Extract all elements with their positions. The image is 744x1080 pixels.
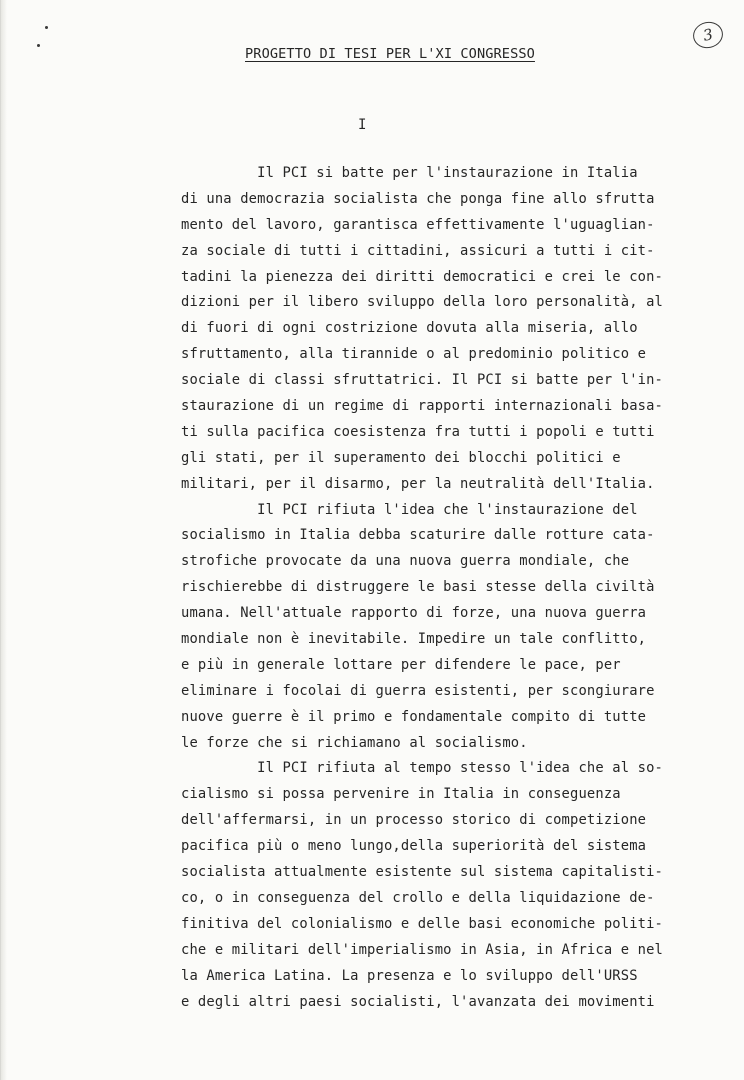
text-line: militari, per il disarmo, per la neutralità dell'Italia. — [181, 475, 655, 492]
text-line: za sociale di tutti i cittadini, assicuri a tutti i cit- — [181, 242, 655, 259]
text-line: nuove guerre è il primo e fondamentale compito di tutte — [181, 708, 647, 725]
text-line: che e militari dell'imperialismo in Asia, in Africa e nel — [181, 941, 664, 958]
text-line: e più in generale lottare per difendere le pace, per — [181, 656, 621, 673]
section-number: I — [358, 117, 367, 133]
text-line: finitiva del colonialismo e delle basi economiche politi- — [181, 915, 664, 932]
text-line: Il PCI rifiuta al tempo stesso l'idea che al so- — [181, 760, 664, 777]
text-line: Il PCI si batte per l'instaurazione in Italia — [181, 165, 638, 181]
text-line: staurazione di un regime di rapporti internazionali basa- — [181, 398, 664, 415]
document-title: PROGETTO DI TESI PER L'XI CONGRESSO — [245, 46, 535, 62]
text-line: ti sulla pacifica coesistenza fra tutti i popoli e tutti — [181, 423, 655, 440]
text-line: tadini la pienezza dei diritti democratici e crei le con- — [181, 268, 664, 285]
text-line: mondiale non è inevitabile. Impedire un tale conflitto, — [181, 631, 647, 648]
text-line: cialismo si possa pervenire in Italia in conseguenza — [181, 786, 621, 803]
body-text — [181, 161, 711, 1015]
text-line: rischierebbe di distruggere le basi stesse della civiltà — [181, 579, 655, 596]
text-line: gli stati, per il superamento dei blocchi politici e — [181, 449, 621, 466]
text-line: dell'affermarsi, in un processo storico di competizione — [181, 812, 647, 829]
text-line: strofiche provocate da una nuova guerra mondiale, che — [181, 553, 630, 570]
text-line: socialismo in Italia debba scaturire dalle rotture cata- — [181, 527, 655, 544]
text-line: di una democrazia socialista che ponga fine allo sfrutta — [181, 190, 655, 207]
text-line: pacifica più o meno lungo,della superiorità del sistema — [181, 838, 647, 855]
text-line: sociale di classi sfruttatrici. Il PCI si batte per l'in- — [181, 372, 664, 389]
ink-speck — [37, 44, 40, 47]
text-line: eliminare i focolai di guerra esistenti, per scongiurare — [181, 682, 655, 699]
ink-speck — [45, 26, 48, 29]
text-line: la America Latina. La presenza e lo sviluppo dell'URSS — [181, 967, 638, 984]
text-line: Il PCI rifiuta l'idea che l'instaurazione del — [181, 501, 638, 518]
text-line: umana. Nell'attuale rapporto di forze, una nuova guerra — [181, 605, 647, 622]
text-line: e degli altri paesi socialisti, l'avanzata dei movimenti — [181, 993, 655, 1010]
text-line: di fuori di ogni costrizione dovuta alla miseria, allo — [181, 320, 638, 337]
text-line: dizioni per il libero sviluppo della loro personalità, al — [181, 294, 664, 311]
text-line: socialista attualmente esistente sul sistema capitalisti- — [181, 864, 664, 881]
page-number-circled: 3 — [691, 19, 726, 51]
text-line: co, o in conseguenza del crollo e della liquidazione de- — [181, 889, 655, 906]
text-line: mento del lavoro, garantisca effettivamente l'uguaglian- — [181, 216, 655, 233]
text-line: sfruttamento, alla tirannide o al predominio politico e — [181, 346, 647, 363]
text-line: le forze che si richiamano al socialismo. — [181, 734, 528, 751]
